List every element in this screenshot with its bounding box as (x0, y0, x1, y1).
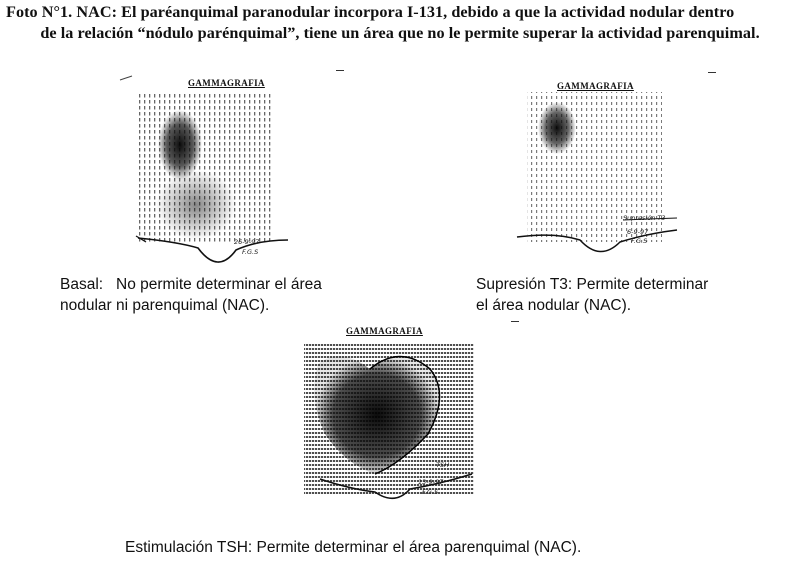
handwritten-date: 26-9-97 (234, 238, 260, 246)
handwritten-initials: F.G.S (631, 237, 648, 245)
figure-title-line-1: Foto N°1. NAC: El paréanquimal paranodular incorpora I-131, debido a que la actividad nodular dentro (6, 3, 735, 21)
caption-suppression-line-1: Supresión T3: Permite determinar (476, 276, 709, 293)
figure-title (4, 2, 796, 44)
scan-label: GAMMAGRAFIA (557, 81, 634, 91)
scan-mark (336, 70, 344, 71)
caption-tsh-stimulation (125, 537, 581, 558)
handwritten-initials: F.G.S (422, 488, 439, 496)
scintigraphy-tsh-image (300, 324, 500, 524)
handwritten-note: Supresión T3 (623, 214, 666, 222)
scintigraphy-suppression-t3-image (505, 72, 690, 257)
caption-suppression-line-2: el área nodular (NAC). (476, 297, 632, 314)
scan-label: GAMMAGRAFIA (188, 78, 265, 88)
caption-basal-line-2: nodular ni parenquimal (NAC). (60, 297, 270, 314)
caption-basal-line-1: Basal: No permite determinar el área (60, 276, 322, 293)
scan-label: GAMMAGRAFIA (346, 326, 423, 336)
caption-tsh-line-1: Estimulación TSH: Permite determinar el área parenquimal (NAC). (125, 539, 582, 556)
handwritten-initials: F.G.S (242, 248, 259, 256)
scintigraphy-basal-image (118, 70, 303, 270)
scintigraphy-suppression-t3 (505, 72, 690, 257)
caption-basal (60, 274, 322, 316)
scan-mark (511, 321, 519, 322)
scintigraphy-basal (118, 70, 303, 270)
scan-mark (708, 72, 716, 73)
figure-title-line-2: de la relación “nódulo parénquimal”, tiene un área que no le permite superar la actividad parenquimal. (40, 24, 760, 42)
handwritten-date: 13-9-97 (418, 478, 444, 486)
handwritten-note: TSH (436, 461, 449, 469)
caption-suppression-t3 (476, 274, 708, 316)
scintigraphy-tsh-stimulation (300, 324, 500, 524)
handwritten-date: 6-9-97 (627, 228, 649, 236)
